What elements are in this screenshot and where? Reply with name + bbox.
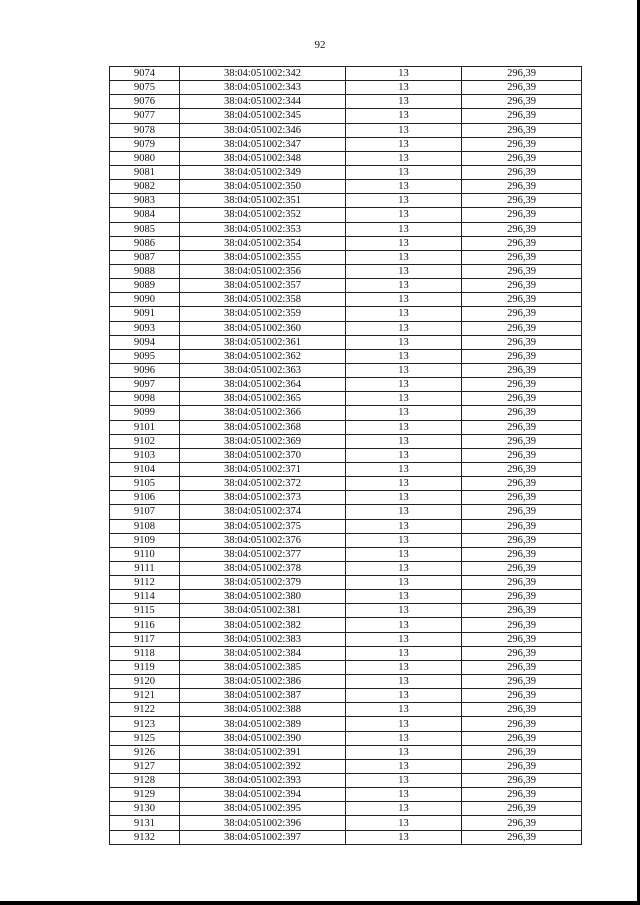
row-number-cell: 9131 bbox=[110, 816, 180, 830]
table-row bbox=[110, 194, 582, 208]
table-row bbox=[110, 250, 582, 264]
row-number-cell: 9095 bbox=[110, 349, 180, 363]
value-cell: 296,39 bbox=[462, 533, 582, 547]
table-row bbox=[110, 788, 582, 802]
table-row bbox=[110, 335, 582, 349]
table-row bbox=[110, 561, 582, 575]
row-number-cell: 9076 bbox=[110, 95, 180, 109]
value-cell: 296,39 bbox=[462, 703, 582, 717]
value-cell: 296,39 bbox=[462, 109, 582, 123]
area-cell: 13 bbox=[346, 703, 462, 717]
area-cell: 13 bbox=[346, 236, 462, 250]
area-cell: 13 bbox=[346, 830, 462, 844]
table-row bbox=[110, 745, 582, 759]
cadastral-number-cell: 38:04:051002:390 bbox=[180, 731, 346, 745]
cadastral-number-cell: 38:04:051002:395 bbox=[180, 802, 346, 816]
row-number-cell: 9089 bbox=[110, 279, 180, 293]
table-row bbox=[110, 576, 582, 590]
table-row bbox=[110, 604, 582, 618]
value-cell: 296,39 bbox=[462, 378, 582, 392]
value-cell: 296,39 bbox=[462, 137, 582, 151]
value-cell: 296,39 bbox=[462, 406, 582, 420]
table-row bbox=[110, 675, 582, 689]
cadastral-number-cell: 38:04:051002:393 bbox=[180, 774, 346, 788]
cadastral-number-cell: 38:04:051002:387 bbox=[180, 689, 346, 703]
cadastral-number-cell: 38:04:051002:346 bbox=[180, 123, 346, 137]
table-row bbox=[110, 632, 582, 646]
area-cell: 13 bbox=[346, 816, 462, 830]
cadastral-number-cell: 38:04:051002:356 bbox=[180, 264, 346, 278]
cadastral-number-cell: 38:04:051002:375 bbox=[180, 519, 346, 533]
row-number-cell: 9080 bbox=[110, 151, 180, 165]
cadastral-number-cell: 38:04:051002:377 bbox=[180, 547, 346, 561]
area-cell: 13 bbox=[346, 109, 462, 123]
area-cell: 13 bbox=[346, 222, 462, 236]
row-number-cell: 9079 bbox=[110, 137, 180, 151]
row-number-cell: 9081 bbox=[110, 165, 180, 179]
table-row bbox=[110, 378, 582, 392]
area-cell: 13 bbox=[346, 448, 462, 462]
cadastral-number-cell: 38:04:051002:372 bbox=[180, 477, 346, 491]
row-number-cell: 9120 bbox=[110, 675, 180, 689]
area-cell: 13 bbox=[346, 378, 462, 392]
table-row bbox=[110, 420, 582, 434]
value-cell: 296,39 bbox=[462, 491, 582, 505]
value-cell: 296,39 bbox=[462, 434, 582, 448]
row-number-cell: 9074 bbox=[110, 67, 180, 81]
area-cell: 13 bbox=[346, 576, 462, 590]
row-number-cell: 9086 bbox=[110, 236, 180, 250]
table-body bbox=[110, 67, 582, 845]
cadastral-number-cell: 38:04:051002:365 bbox=[180, 392, 346, 406]
table-row bbox=[110, 67, 582, 81]
value-cell: 296,39 bbox=[462, 194, 582, 208]
value-cell: 296,39 bbox=[462, 830, 582, 844]
area-cell: 13 bbox=[346, 194, 462, 208]
table-row bbox=[110, 321, 582, 335]
scan-bottom-edge bbox=[0, 901, 640, 905]
row-number-cell: 9103 bbox=[110, 448, 180, 462]
area-cell: 13 bbox=[346, 67, 462, 81]
area-cell: 13 bbox=[346, 519, 462, 533]
cadastral-number-cell: 38:04:051002:357 bbox=[180, 279, 346, 293]
table-row bbox=[110, 689, 582, 703]
table-row bbox=[110, 222, 582, 236]
area-cell: 13 bbox=[346, 462, 462, 476]
area-cell: 13 bbox=[346, 660, 462, 674]
cadastral-number-cell: 38:04:051002:380 bbox=[180, 590, 346, 604]
cadastral-number-cell: 38:04:051002:361 bbox=[180, 335, 346, 349]
cadastral-number-cell: 38:04:051002:384 bbox=[180, 646, 346, 660]
row-number-cell: 9132 bbox=[110, 830, 180, 844]
area-cell: 13 bbox=[346, 81, 462, 95]
row-number-cell: 9104 bbox=[110, 462, 180, 476]
value-cell: 296,39 bbox=[462, 81, 582, 95]
value-cell: 296,39 bbox=[462, 646, 582, 660]
table-row bbox=[110, 477, 582, 491]
area-cell: 13 bbox=[346, 321, 462, 335]
cadastral-number-cell: 38:04:051002:397 bbox=[180, 830, 346, 844]
table-row bbox=[110, 349, 582, 363]
area-cell: 13 bbox=[346, 349, 462, 363]
table-row bbox=[110, 434, 582, 448]
cadastral-number-cell: 38:04:051002:373 bbox=[180, 491, 346, 505]
row-number-cell: 9125 bbox=[110, 731, 180, 745]
value-cell: 296,39 bbox=[462, 250, 582, 264]
cadastral-number-cell: 38:04:051002:362 bbox=[180, 349, 346, 363]
row-number-cell: 9110 bbox=[110, 547, 180, 561]
row-number-cell: 9114 bbox=[110, 590, 180, 604]
table-row bbox=[110, 774, 582, 788]
cadastral-number-cell: 38:04:051002:343 bbox=[180, 81, 346, 95]
table-row bbox=[110, 293, 582, 307]
value-cell: 296,39 bbox=[462, 561, 582, 575]
table-row bbox=[110, 731, 582, 745]
cadastral-number-cell: 38:04:051002:379 bbox=[180, 576, 346, 590]
cadastral-number-cell: 38:04:051002:348 bbox=[180, 151, 346, 165]
value-cell: 296,39 bbox=[462, 519, 582, 533]
area-cell: 13 bbox=[346, 632, 462, 646]
value-cell: 296,39 bbox=[462, 151, 582, 165]
cadastral-number-cell: 38:04:051002:355 bbox=[180, 250, 346, 264]
area-cell: 13 bbox=[346, 802, 462, 816]
value-cell: 296,39 bbox=[462, 505, 582, 519]
cadastral-number-cell: 38:04:051002:366 bbox=[180, 406, 346, 420]
row-number-cell: 9121 bbox=[110, 689, 180, 703]
area-cell: 13 bbox=[346, 491, 462, 505]
table-row bbox=[110, 123, 582, 137]
area-cell: 13 bbox=[346, 123, 462, 137]
table-row bbox=[110, 363, 582, 377]
cadastral-number-cell: 38:04:051002:381 bbox=[180, 604, 346, 618]
row-number-cell: 9094 bbox=[110, 335, 180, 349]
value-cell: 296,39 bbox=[462, 67, 582, 81]
table-row bbox=[110, 590, 582, 604]
value-cell: 296,39 bbox=[462, 618, 582, 632]
area-cell: 13 bbox=[346, 618, 462, 632]
table-row bbox=[110, 81, 582, 95]
row-number-cell: 9099 bbox=[110, 406, 180, 420]
table-row bbox=[110, 462, 582, 476]
area-cell: 13 bbox=[346, 731, 462, 745]
table-row bbox=[110, 646, 582, 660]
row-number-cell: 9106 bbox=[110, 491, 180, 505]
value-cell: 296,39 bbox=[462, 236, 582, 250]
value-cell: 296,39 bbox=[462, 448, 582, 462]
row-number-cell: 9077 bbox=[110, 109, 180, 123]
table-row bbox=[110, 703, 582, 717]
value-cell: 296,39 bbox=[462, 759, 582, 773]
area-cell: 13 bbox=[346, 180, 462, 194]
area-cell: 13 bbox=[346, 392, 462, 406]
value-cell: 296,39 bbox=[462, 816, 582, 830]
area-cell: 13 bbox=[346, 137, 462, 151]
table-row bbox=[110, 392, 582, 406]
row-number-cell: 9090 bbox=[110, 293, 180, 307]
cadastral-number-cell: 38:04:051002:354 bbox=[180, 236, 346, 250]
value-cell: 296,39 bbox=[462, 95, 582, 109]
cadastral-number-cell: 38:04:051002:396 bbox=[180, 816, 346, 830]
value-cell: 296,39 bbox=[462, 222, 582, 236]
row-number-cell: 9128 bbox=[110, 774, 180, 788]
value-cell: 296,39 bbox=[462, 307, 582, 321]
table-row bbox=[110, 830, 582, 844]
value-cell: 296,39 bbox=[462, 264, 582, 278]
row-number-cell: 9098 bbox=[110, 392, 180, 406]
table-row bbox=[110, 505, 582, 519]
value-cell: 296,39 bbox=[462, 208, 582, 222]
value-cell: 296,39 bbox=[462, 660, 582, 674]
row-number-cell: 9087 bbox=[110, 250, 180, 264]
value-cell: 296,39 bbox=[462, 547, 582, 561]
table-row bbox=[110, 279, 582, 293]
table-row bbox=[110, 491, 582, 505]
area-cell: 13 bbox=[346, 788, 462, 802]
area-cell: 13 bbox=[346, 604, 462, 618]
table-row bbox=[110, 448, 582, 462]
data-table bbox=[109, 66, 582, 845]
cadastral-number-cell: 38:04:051002:382 bbox=[180, 618, 346, 632]
area-cell: 13 bbox=[346, 293, 462, 307]
area-cell: 13 bbox=[346, 745, 462, 759]
row-number-cell: 9130 bbox=[110, 802, 180, 816]
area-cell: 13 bbox=[346, 759, 462, 773]
row-number-cell: 9091 bbox=[110, 307, 180, 321]
row-number-cell: 9093 bbox=[110, 321, 180, 335]
row-number-cell: 9116 bbox=[110, 618, 180, 632]
table-row bbox=[110, 307, 582, 321]
cadastral-number-cell: 38:04:051002:371 bbox=[180, 462, 346, 476]
table-row bbox=[110, 802, 582, 816]
area-cell: 13 bbox=[346, 406, 462, 420]
cadastral-number-cell: 38:04:051002:369 bbox=[180, 434, 346, 448]
row-number-cell: 9109 bbox=[110, 533, 180, 547]
area-cell: 13 bbox=[346, 264, 462, 278]
area-cell: 13 bbox=[346, 279, 462, 293]
area-cell: 13 bbox=[346, 646, 462, 660]
value-cell: 296,39 bbox=[462, 420, 582, 434]
table-row bbox=[110, 519, 582, 533]
cadastral-number-cell: 38:04:051002:358 bbox=[180, 293, 346, 307]
row-number-cell: 9078 bbox=[110, 123, 180, 137]
cadastral-number-cell: 38:04:051002:386 bbox=[180, 675, 346, 689]
row-number-cell: 9096 bbox=[110, 363, 180, 377]
table-row bbox=[110, 533, 582, 547]
area-cell: 13 bbox=[346, 774, 462, 788]
table-row bbox=[110, 618, 582, 632]
value-cell: 296,39 bbox=[462, 363, 582, 377]
area-cell: 13 bbox=[346, 363, 462, 377]
value-cell: 296,39 bbox=[462, 717, 582, 731]
table-row bbox=[110, 660, 582, 674]
area-cell: 13 bbox=[346, 250, 462, 264]
table-row bbox=[110, 236, 582, 250]
value-cell: 296,39 bbox=[462, 576, 582, 590]
area-cell: 13 bbox=[346, 561, 462, 575]
row-number-cell: 9119 bbox=[110, 660, 180, 674]
cadastral-number-cell: 38:04:051002:364 bbox=[180, 378, 346, 392]
cadastral-number-cell: 38:04:051002:352 bbox=[180, 208, 346, 222]
value-cell: 296,39 bbox=[462, 293, 582, 307]
value-cell: 296,39 bbox=[462, 123, 582, 137]
table-row bbox=[110, 717, 582, 731]
row-number-cell: 9115 bbox=[110, 604, 180, 618]
row-number-cell: 9085 bbox=[110, 222, 180, 236]
row-number-cell: 9083 bbox=[110, 194, 180, 208]
cadastral-number-cell: 38:04:051002:394 bbox=[180, 788, 346, 802]
cadastral-number-cell: 38:04:051002:347 bbox=[180, 137, 346, 151]
row-number-cell: 9075 bbox=[110, 81, 180, 95]
cadastral-number-cell: 38:04:051002:385 bbox=[180, 660, 346, 674]
cadastral-number-cell: 38:04:051002:351 bbox=[180, 194, 346, 208]
table-row bbox=[110, 264, 582, 278]
cadastral-number-cell: 38:04:051002:383 bbox=[180, 632, 346, 646]
value-cell: 296,39 bbox=[462, 392, 582, 406]
cadastral-number-cell: 38:04:051002:350 bbox=[180, 180, 346, 194]
table-row bbox=[110, 759, 582, 773]
cadastral-number-cell: 38:04:051002:368 bbox=[180, 420, 346, 434]
table-row bbox=[110, 547, 582, 561]
cadastral-number-cell: 38:04:051002:392 bbox=[180, 759, 346, 773]
row-number-cell: 9123 bbox=[110, 717, 180, 731]
value-cell: 296,39 bbox=[462, 180, 582, 194]
page-number: 92 bbox=[314, 39, 326, 51]
cadastral-number-cell: 38:04:051002:353 bbox=[180, 222, 346, 236]
area-cell: 13 bbox=[346, 335, 462, 349]
cadastral-number-cell: 38:04:051002:378 bbox=[180, 561, 346, 575]
value-cell: 296,39 bbox=[462, 477, 582, 491]
area-cell: 13 bbox=[346, 675, 462, 689]
cadastral-number-cell: 38:04:051002:342 bbox=[180, 67, 346, 81]
value-cell: 296,39 bbox=[462, 788, 582, 802]
area-cell: 13 bbox=[346, 547, 462, 561]
value-cell: 296,39 bbox=[462, 745, 582, 759]
cadastral-number-cell: 38:04:051002:363 bbox=[180, 363, 346, 377]
area-cell: 13 bbox=[346, 151, 462, 165]
value-cell: 296,39 bbox=[462, 632, 582, 646]
row-number-cell: 9102 bbox=[110, 434, 180, 448]
cadastral-number-cell: 38:04:051002:360 bbox=[180, 321, 346, 335]
area-cell: 13 bbox=[346, 95, 462, 109]
row-number-cell: 9127 bbox=[110, 759, 180, 773]
area-cell: 13 bbox=[346, 717, 462, 731]
cadastral-number-cell: 38:04:051002:374 bbox=[180, 505, 346, 519]
cadastral-number-cell: 38:04:051002:359 bbox=[180, 307, 346, 321]
value-cell: 296,39 bbox=[462, 604, 582, 618]
row-number-cell: 9129 bbox=[110, 788, 180, 802]
table-row bbox=[110, 816, 582, 830]
cadastral-number-cell: 38:04:051002:388 bbox=[180, 703, 346, 717]
row-number-cell: 9088 bbox=[110, 264, 180, 278]
area-cell: 13 bbox=[346, 307, 462, 321]
row-number-cell: 9122 bbox=[110, 703, 180, 717]
row-number-cell: 9118 bbox=[110, 646, 180, 660]
area-cell: 13 bbox=[346, 477, 462, 491]
area-cell: 13 bbox=[346, 590, 462, 604]
value-cell: 296,39 bbox=[462, 731, 582, 745]
area-cell: 13 bbox=[346, 689, 462, 703]
row-number-cell: 9108 bbox=[110, 519, 180, 533]
value-cell: 296,39 bbox=[462, 165, 582, 179]
value-cell: 296,39 bbox=[462, 349, 582, 363]
table-row bbox=[110, 109, 582, 123]
table-row bbox=[110, 406, 582, 420]
area-cell: 13 bbox=[346, 208, 462, 222]
cadastral-number-cell: 38:04:051002:344 bbox=[180, 95, 346, 109]
value-cell: 296,39 bbox=[462, 675, 582, 689]
area-cell: 13 bbox=[346, 165, 462, 179]
table-row bbox=[110, 137, 582, 151]
table-row bbox=[110, 151, 582, 165]
table-row bbox=[110, 165, 582, 179]
value-cell: 296,39 bbox=[462, 279, 582, 293]
table-row bbox=[110, 180, 582, 194]
cadastral-number-cell: 38:04:051002:370 bbox=[180, 448, 346, 462]
area-cell: 13 bbox=[346, 533, 462, 547]
cadastral-number-cell: 38:04:051002:349 bbox=[180, 165, 346, 179]
value-cell: 296,39 bbox=[462, 802, 582, 816]
row-number-cell: 9105 bbox=[110, 477, 180, 491]
area-cell: 13 bbox=[346, 420, 462, 434]
row-number-cell: 9117 bbox=[110, 632, 180, 646]
area-cell: 13 bbox=[346, 434, 462, 448]
table-row bbox=[110, 208, 582, 222]
row-number-cell: 9101 bbox=[110, 420, 180, 434]
row-number-cell: 9107 bbox=[110, 505, 180, 519]
row-number-cell: 9097 bbox=[110, 378, 180, 392]
row-number-cell: 9084 bbox=[110, 208, 180, 222]
area-cell: 13 bbox=[346, 505, 462, 519]
row-number-cell: 9082 bbox=[110, 180, 180, 194]
value-cell: 296,39 bbox=[462, 335, 582, 349]
cadastral-number-cell: 38:04:051002:391 bbox=[180, 745, 346, 759]
value-cell: 296,39 bbox=[462, 689, 582, 703]
table-row bbox=[110, 95, 582, 109]
value-cell: 296,39 bbox=[462, 590, 582, 604]
cadastral-number-cell: 38:04:051002:345 bbox=[180, 109, 346, 123]
value-cell: 296,39 bbox=[462, 774, 582, 788]
value-cell: 296,39 bbox=[462, 462, 582, 476]
cadastral-number-cell: 38:04:051002:376 bbox=[180, 533, 346, 547]
row-number-cell: 9112 bbox=[110, 576, 180, 590]
cadastral-number-cell: 38:04:051002:389 bbox=[180, 717, 346, 731]
row-number-cell: 9126 bbox=[110, 745, 180, 759]
row-number-cell: 9111 bbox=[110, 561, 180, 575]
value-cell: 296,39 bbox=[462, 321, 582, 335]
